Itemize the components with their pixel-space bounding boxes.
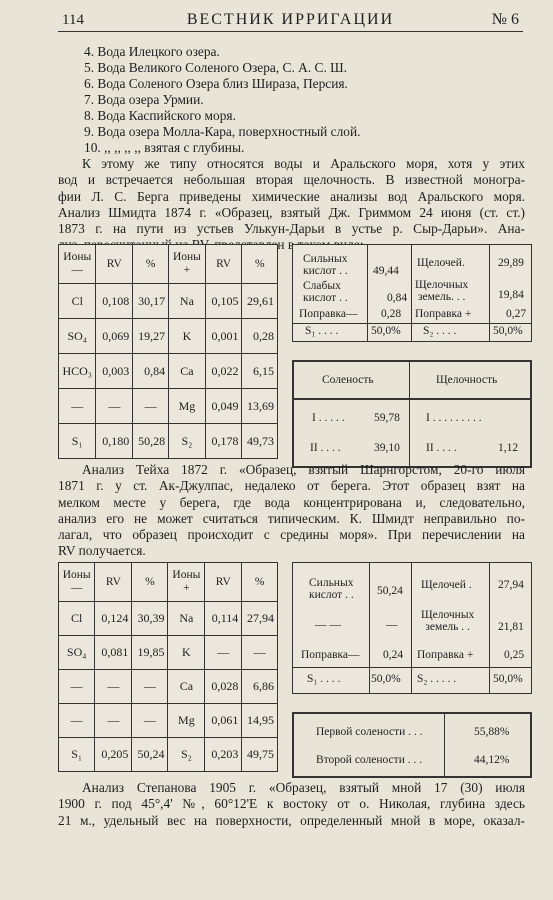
ion-table-header-cell: Ионы + [168,563,205,602]
paragraph-stepanov [58,780,525,829]
table-cell: — [133,389,169,424]
table-cell: 0,114 [205,602,242,636]
table-row [59,670,278,704]
text-line: Анализ Степанова 1905 г. «Образец, взятый мной 17 (30) июля [82,780,525,795]
table-cell: 0,001 [205,319,242,354]
text-line: фии Л. С. Берга приведены химические анализы вод Аральского моря. [58,188,525,204]
table-cell: K [169,319,206,354]
table-cell: S₁ [59,424,96,459]
correction-plus-value: 0,25 [504,649,525,661]
salinity-row1-value: 59,78 [374,412,400,424]
table-cell: 49,75 [242,738,278,772]
table-cell: 0,205 [95,738,132,772]
table-cell: 0,069 [96,319,133,354]
table-cell: — [95,704,132,738]
table-cell: 6,15 [242,354,278,389]
strong-acids-label: Сильных кислот . . [309,577,354,601]
issue-number: № 6 [491,11,519,28]
running-header [58,8,523,30]
s2-value: 50,0% [493,325,523,337]
table-cell: — [242,636,278,670]
table-cell: 13,69 [242,389,278,424]
table-cell: S₂ [169,424,206,459]
salinity-table-teich [292,712,532,778]
s1-value: 50,0% [371,325,401,337]
table-cell: SO₄ [59,636,95,670]
s2-label: S₂ . . . . [423,325,457,337]
table-cell: Ca [168,670,205,704]
ion-table-header-cell: % [133,245,169,284]
correction-minus-label: Поправка— [299,308,358,320]
s2-label: S₂ . . . . . [417,673,457,685]
strong-acids-value: 50,24 [377,585,403,597]
table-cell: 14,95 [242,704,278,738]
table-cell: 0,124 [95,602,132,636]
ion-table-header-cell: RV [205,563,242,602]
table-cell: — [132,704,168,738]
table-cell: 0,028 [205,670,242,704]
ion-table-header-cell: % [132,563,168,602]
alkalis-label: Щелочей . [421,579,472,591]
list-item: 7. Вода озера Урмии. [84,92,204,107]
table-cell: — [59,704,95,738]
table-cell: Mg [168,704,205,738]
first-salinity-value: 55,88% [474,726,510,738]
ion-table-schmidt [58,244,278,459]
table-cell: 50,28 [133,424,169,459]
s1-label: S₁ . . . . [305,325,339,337]
text-line: мелком месте у берега, где вода концентрирована и, следовательно, [58,494,525,510]
s2-value: 50,0% [493,673,523,685]
dash-value: — [386,619,398,631]
table-cell: 0,061 [205,704,242,738]
salinity-row2-value: 39,10 [374,442,400,454]
strong-acids-label: Сильных кислот . . [303,253,348,277]
table-cell: 27,94 [242,602,278,636]
text-line: лагал, что образец происходит с средины моря». При перечислении на [58,527,525,543]
weak-acids-value: 0,84 [387,292,408,304]
table-cell: 19,85 [132,636,168,670]
table-cell: 19,27 [133,319,169,354]
table-cell: — [205,636,242,670]
table-cell: Na [168,602,205,636]
table-cell: 0,049 [205,389,242,424]
alkaline-earths-label: Щелочных земель. . . [415,279,469,303]
journal-title: ВЕСТНИК ИРРИГАЦИИ [186,11,395,28]
ion-table-header-row [59,563,278,602]
correction-plus-label: Поправка + [415,308,472,320]
table-row [59,284,278,319]
summary-table-teich [292,562,532,694]
ion-table-header-cell: % [242,245,278,284]
table-row [59,602,278,636]
text-line: К этому же типу относятся воды и Аральского моря, хотя у этих [82,156,525,171]
table-cell: 0,180 [96,424,133,459]
table-cell: Mg [169,389,206,424]
table-cell: 30,39 [132,602,168,636]
table-cell: S₂ [168,738,205,772]
table-cell: 29,61 [242,284,278,319]
header-rule [58,31,523,32]
salinity-row2-label: II . . . . [310,442,341,454]
table-row [59,424,278,459]
weak-acids-label: Слабых кислот . . [303,280,348,304]
table-cell: — [59,670,95,704]
table-cell: 0,108 [96,284,133,319]
alkalinity-row2-label: II . . . . [426,442,457,454]
numbered-list [84,44,523,156]
table-cell: 0,84 [133,354,169,389]
alkaline-earths-value: 19,84 [498,289,524,301]
table-row [59,319,278,354]
paragraph-aral-schmidt [58,156,525,254]
table-cell: 0,203 [205,738,242,772]
text-line: вод и встречается небольшая вторая щелочность. В известной моногра- [58,172,525,188]
correction-plus-value: 0,27 [506,308,527,320]
text-line: 1871 г. у ст. Ак-Джулпас, недалеко от берега. Этот образец взят на [58,478,525,494]
text-line: Анализ Тейха 1872 г. «Образец, взятый Шарнгорстом, 20-го июля [82,462,525,477]
s1-value: 50,0% [371,673,401,685]
table-cell: Cl [59,602,95,636]
table-cell: Na [169,284,206,319]
second-salinity-value: 44,12% [474,754,510,766]
second-salinity-label: Второй солености . . . [316,754,423,766]
ion-table-header-cell: RV [205,245,242,284]
text-line: 1873 г. на пути из устьев Улькун-Дарьи в устье р. Сыр-Дарьи». Ана- [58,221,525,237]
alkaline-earths-value: 21,81 [498,621,524,633]
table-cell: 0,28 [242,319,278,354]
list-item: 4. Вода Илецкого озера. [84,44,220,59]
alkalis-label: Щелочей. [417,257,465,269]
list-item: 5. Вода Великого Соленого Озера, С. А. С. Ш. [84,60,348,75]
alkalis-value: 27,94 [498,579,524,591]
salinity-row1-label: I . . . . . [312,412,345,424]
table-cell: HCO₃ [59,354,96,389]
table-row [59,738,278,772]
salinity-table-schmidt [292,360,532,468]
table-row [59,704,278,738]
table-cell: — [132,670,168,704]
alkaline-earths-label: Щелочных земель . . [421,609,475,633]
text-line: 1900 г. под 45°,4' №, 60°12'Е к востоку от о. Николая, глубина здесь [58,796,525,812]
list-item: 6. Вода Соленого Озера близ Шираза, Персия. [84,76,348,91]
table-cell: 0,081 [95,636,132,670]
correction-minus-value: 0,28 [381,308,402,320]
alkalinity-row1-label: I . . . . . . . . . [426,412,482,424]
table-cell: SO₄ [59,319,96,354]
dash-label: — — [315,619,341,631]
ion-table-header-row [59,245,278,284]
ion-table-header-cell: RV [96,245,133,284]
table-cell: 6,86 [242,670,278,704]
ion-table-teich [58,562,278,772]
salinity-header: Соленость [322,374,374,386]
list-item: 10. ,, ,, ,, ,, взятая с глубины. [84,140,245,155]
alkalinity-row2-value: 1,12 [498,442,519,454]
table-cell: — [96,389,133,424]
s1-label: S₁ . . . . [307,673,341,685]
correction-minus-value: 0,24 [383,649,404,661]
table-cell: Ca [169,354,206,389]
page-number: 114 [62,12,84,28]
table-cell: S₁ [59,738,95,772]
ion-table-header-cell: % [242,563,278,602]
table-cell: 0,105 [205,284,242,319]
paragraph-teich [58,462,525,560]
ion-table-header-cell: RV [95,563,132,602]
table-row [59,636,278,670]
ion-table-header-cell: Ионы + [169,245,206,284]
ion-table-header-cell: Ионы — [59,563,95,602]
table-cell: — [59,389,96,424]
text-line: Анализ Шмидта 1874 г. «Образец, взятый Дж. Гриммом 24 июня (ст. ст.) [58,204,525,220]
text-line: анализ его не может считаться типическим. К. Шмидт неправильно по- [58,510,525,526]
first-salinity-label: Первой солености . . . [316,726,423,738]
table-row [59,389,278,424]
table-cell: 0,003 [96,354,133,389]
table-cell: 49,73 [242,424,278,459]
table-cell: Cl [59,284,96,319]
table-cell: — [95,670,132,704]
table-row [59,354,278,389]
alkalinity-header: Щелочность [436,374,498,386]
table-cell: 30,17 [133,284,169,319]
table-cell: 50,24 [132,738,168,772]
strong-acids-value: 49,44 [373,265,399,277]
list-item: 8. Вода Каспийского моря. [84,108,236,123]
correction-minus-label: Поправка— [301,649,360,661]
text-line: RV получается. [58,543,146,559]
text-line: 21 м., удельный вес на поверхности, определенный мной в море, оказал- [58,812,525,828]
summary-table-schmidt [292,244,532,342]
list-item: 9. Вода озера Молла-Кара, поверхностный слой. [84,124,361,139]
table-cell: 0,178 [205,424,242,459]
table-cell: 0,022 [205,354,242,389]
correction-plus-label: Поправка + [417,649,474,661]
alkalis-value: 29,89 [498,257,524,269]
ion-table-header-cell: Ионы — [59,245,96,284]
table-cell: K [168,636,205,670]
